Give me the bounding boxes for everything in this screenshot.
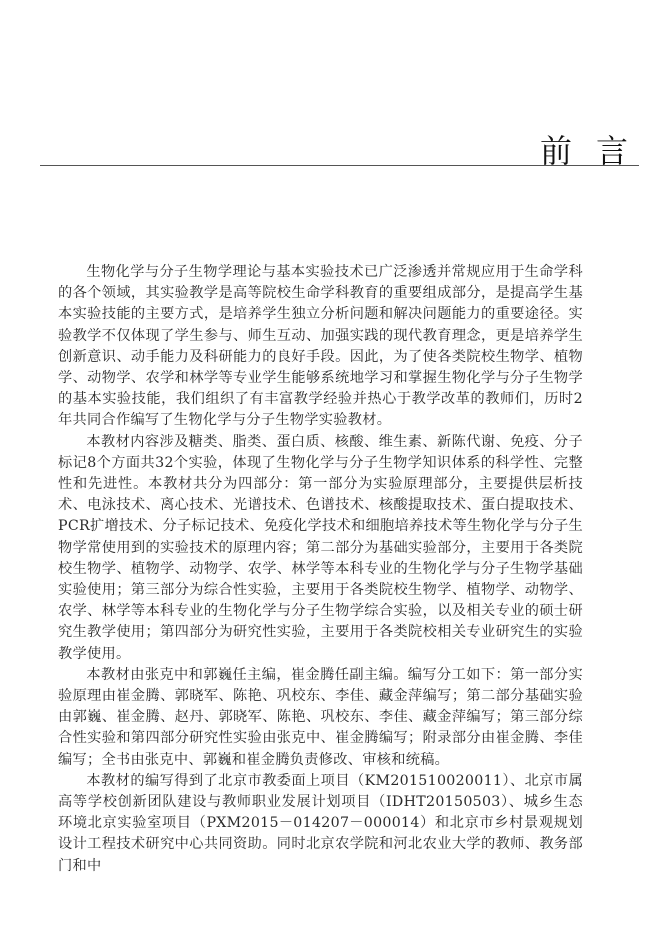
preface-body	[58, 262, 583, 877]
paragraph: 本教材由张克中和郭巍任主编，崔金腾任副主编。编写分工如下：第一部分实验原理由崔金腾、郭晓军、陈艳、巩校东、李佳、藏金萍编写；第二部分基础实验由郭巍、崔金腾、赵丹、郭晓军、陈艳、巩校东、李佳、藏金萍编写；第三部分综合性实验和第四部分研究性实验由张克中、崔金腾编写；附录部分由崔金腾、李佳编写；全书由张克中、郭巍和崔金腾负责修改、审核和统稿。	[58, 666, 583, 768]
page-title: 前言	[540, 132, 652, 170]
paragraph: 本教材内容涉及糖类、脂类、蛋白质、核酸、维生素、新陈代谢、免疫、分子标记8个方面共32个实验，体现了生物化学与分子生物学知识体系的科学性、完整性和先进性。本教材共分为四部分：第一部分为实验原理部分，主要提供层析技术、电泳技术、离心技术、光谱技术、色谱技术、核酸提取技术、蛋白提取技术、PCR扩增技术、分子标记技术、免疫化学技术和细胞培养技术等生物化学与分子生物学常使用到的实验技术的原理内容；第二部分为基础实验部分，主要用于各类院校生物学、植物学、动物学、农学、林学等本科专业的生物化学与分子生物学基础实验使用；第三部分为综合性实验，主要用于各类院校生物学、植物学、动物学、农学、林学等本科专业的生物化学与分子生物学综合实验，以及相关专业的硕士研究生教学使用；第四部分为研究性实验，主要用于各类院校相关专业研究生的实验教学使用。	[58, 433, 583, 662]
paragraph: 生物化学与分子生物学理论与基本实验技术已广泛渗透并常规应用于生命学科的各个领域，其实验教学是高等院校生命学科教育的重要组成部分，是提高学生基本实验技能的主要方式，是培养学生独立分析问题和解决问题能力的重要途径。实验教学不仅体现了学生参与、师生互动、加强实践的现代教育理念，更是培养学生创新意识、动手能力及科研能力的良好手段。因此，为了使各类院校生物学、植物学、动物学、农学和林学等专业学生能够系统地学习和掌握生物化学与分子生物学的基本实验技能，我们组织了有丰富教学经验并热心于教学改革的教师们，历时2年共同合作编写了生物化学与分子生物学实验教材。	[58, 264, 583, 429]
paragraph: 本教材的编写得到了北京市教委面上项目（KM201510020011）、北京市属高等学校创新团队建设与教师职业发展计划项目（IDHT20150503）、城乡生态环境北京实验室项目（PXM2015－014207－000014）和北京市乡村景观规划设计工程技术研究中心共同资助。同时北京农学院和河北农业大学的教师、教务部门和中	[58, 772, 583, 874]
